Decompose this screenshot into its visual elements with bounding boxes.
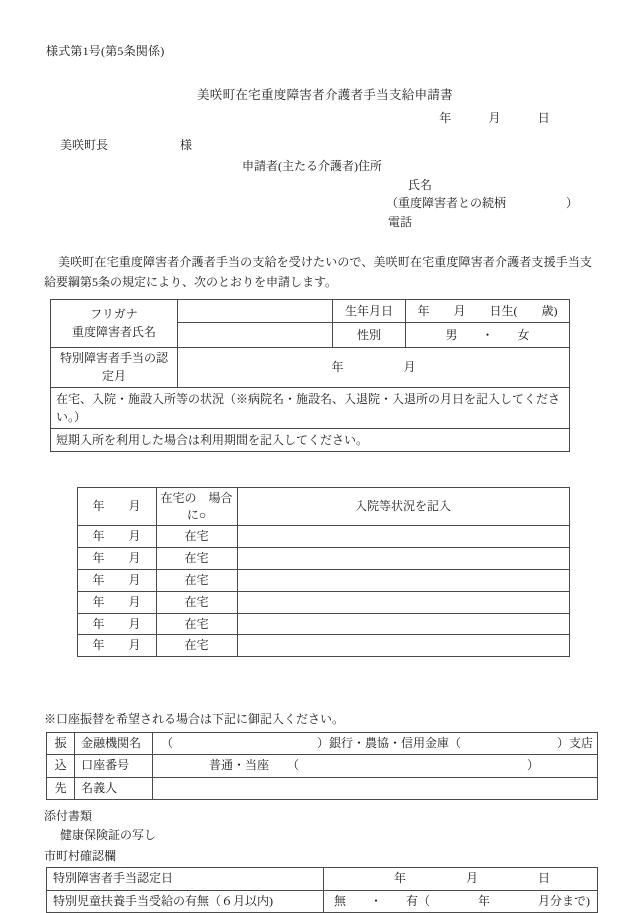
row-home-cell[interactable]: 在宅 <box>156 613 237 635</box>
certification-month-input-cell[interactable]: 年 月 <box>178 348 570 388</box>
bank-transfer-table <box>46 732 598 800</box>
table-row <box>51 591 570 613</box>
row-month-cell[interactable]: 年 月 <box>77 548 156 570</box>
applicant-address-label: 申請者(主たる介護者)住所 <box>242 159 382 173</box>
applicant-phone-label: 電話 <box>388 214 413 229</box>
applicant-name-label: 氏名 <box>408 177 433 192</box>
row-home-cell[interactable]: 在宅 <box>156 526 237 548</box>
table-row <box>51 548 570 570</box>
home-column-header: 在宅の 場合に○ <box>156 487 237 526</box>
table-row <box>51 570 570 592</box>
table-row <box>51 526 570 548</box>
form-number: 様式第1号(第5条関係) <box>46 44 165 58</box>
row-description-cell[interactable] <box>237 548 569 570</box>
bank-account-holder-input-cell[interactable] <box>152 777 597 799</box>
table-row <box>47 868 598 890</box>
row-month-cell[interactable]: 年 月 <box>77 526 156 548</box>
status-note-2: 短期入所を利用した場合は利用期間を記入してください。 <box>51 429 570 452</box>
table-row <box>47 732 598 754</box>
row-description-cell[interactable] <box>237 526 569 548</box>
body-paragraph: 美咲町在宅重度障害者介護者手当の支給を受けたいので、美咲町在宅重度障害者介護者支援手当支給要綱第5条の規定により、次のとおりを申請します。 <box>44 255 592 289</box>
child-rearing-allowance-input-cell[interactable]: 無 ・ 有（ 年 月分まで) <box>324 890 598 912</box>
row-description-cell[interactable] <box>237 591 569 613</box>
inner-left-spacer <box>51 635 78 657</box>
bank-account-number-input-cell[interactable]: 普通・当座 （ ） <box>152 755 597 777</box>
furigana-input-cell[interactable] <box>178 300 333 323</box>
child-rearing-allowance-label: 特別児童扶養手当受給の有無（６月以内) <box>47 890 324 912</box>
inner-left-spacer <box>51 591 78 613</box>
inner-left-spacer <box>51 487 78 526</box>
row-description-cell[interactable] <box>237 613 569 635</box>
name-label: 重度障害者氏名 <box>71 324 156 339</box>
month-column-header: 年 月 <box>77 487 156 526</box>
date-entry-line: 年 月 日 <box>439 111 550 125</box>
bank-vertical-label-2: 込 <box>47 755 75 777</box>
inner-left-spacer <box>51 613 78 635</box>
table-row <box>51 635 570 657</box>
table-row <box>51 613 570 635</box>
furigana-label: フリガナ <box>90 307 138 322</box>
row-description-cell[interactable] <box>237 570 569 592</box>
bank-institution-input-cell[interactable]: （ ）銀行・農協・信用金庫（ ）支店 <box>152 732 597 754</box>
row-month-cell[interactable]: 年 月 <box>77 635 156 657</box>
attachments-heading: 添付書類 <box>44 809 93 824</box>
bank-transfer-note: ※口座振替を希望される場合は下記に御記入ください。 <box>44 711 345 726</box>
gender-label: 性別 <box>333 323 406 348</box>
row-home-cell[interactable]: 在宅 <box>156 591 237 613</box>
row-home-cell[interactable]: 在宅 <box>156 635 237 657</box>
row-description-cell[interactable] <box>237 635 569 657</box>
birthdate-input-cell[interactable]: 年 月 日生( 歳) <box>406 300 570 323</box>
bank-account-holder-label: 名義人 <box>75 777 153 799</box>
special-allowance-date-label: 特別障害者手当認定日 <box>47 868 324 890</box>
monthly-status-table <box>51 487 570 657</box>
inner-left-spacer <box>51 548 78 570</box>
special-allowance-date-input-cell[interactable]: 年 月 日 <box>324 868 598 890</box>
name-input-cell[interactable] <box>178 323 333 348</box>
row-month-cell[interactable]: 年 月 <box>77 570 156 592</box>
row-month-cell[interactable]: 年 月 <box>77 591 156 613</box>
bank-vertical-label-1: 振 <box>47 732 75 754</box>
table-row <box>47 755 598 777</box>
row-home-cell[interactable]: 在宅 <box>156 570 237 592</box>
addressee: 美咲町長 様 <box>60 138 193 152</box>
hospitalization-column-header: 入院等状況を記入 <box>237 487 569 526</box>
applicant-block <box>44 157 592 231</box>
municipal-confirmation-heading: 市町村確認欄 <box>44 849 117 864</box>
table-row <box>47 777 598 799</box>
attachment-item: 健康保険証の写し <box>60 828 157 843</box>
row-month-cell[interactable]: 年 月 <box>77 613 156 635</box>
monthly-status-table-container <box>51 452 570 692</box>
bank-account-number-label: 口座番号 <box>75 755 153 777</box>
row-home-cell[interactable]: 在宅 <box>156 548 237 570</box>
disabled-person-name-label <box>51 300 178 348</box>
page-title: 美咲町在宅重度障害者介護者手当支給申請書 <box>196 88 453 102</box>
inner-left-spacer <box>51 526 78 548</box>
bank-vertical-label-3: 先 <box>47 777 75 799</box>
status-note-1: 在宅、入院・施設入所等の状況（※病院名・施設名、入退院・入退所の月日を記入してください。） <box>51 388 570 429</box>
birthdate-label: 生年月日 <box>333 300 406 323</box>
applicant-relation-label: （重度障害者との続柄 ） <box>386 196 579 211</box>
applicant-details-table <box>50 299 570 692</box>
gender-choice-cell[interactable]: 男 ・ 女 <box>406 323 570 348</box>
municipal-confirmation-table <box>46 867 598 913</box>
bank-institution-label: 金融機関名 <box>75 732 153 754</box>
inner-left-spacer <box>51 570 78 592</box>
table-row <box>47 890 598 912</box>
certification-month-label: 特別障害者手当の認定月 <box>51 348 178 388</box>
